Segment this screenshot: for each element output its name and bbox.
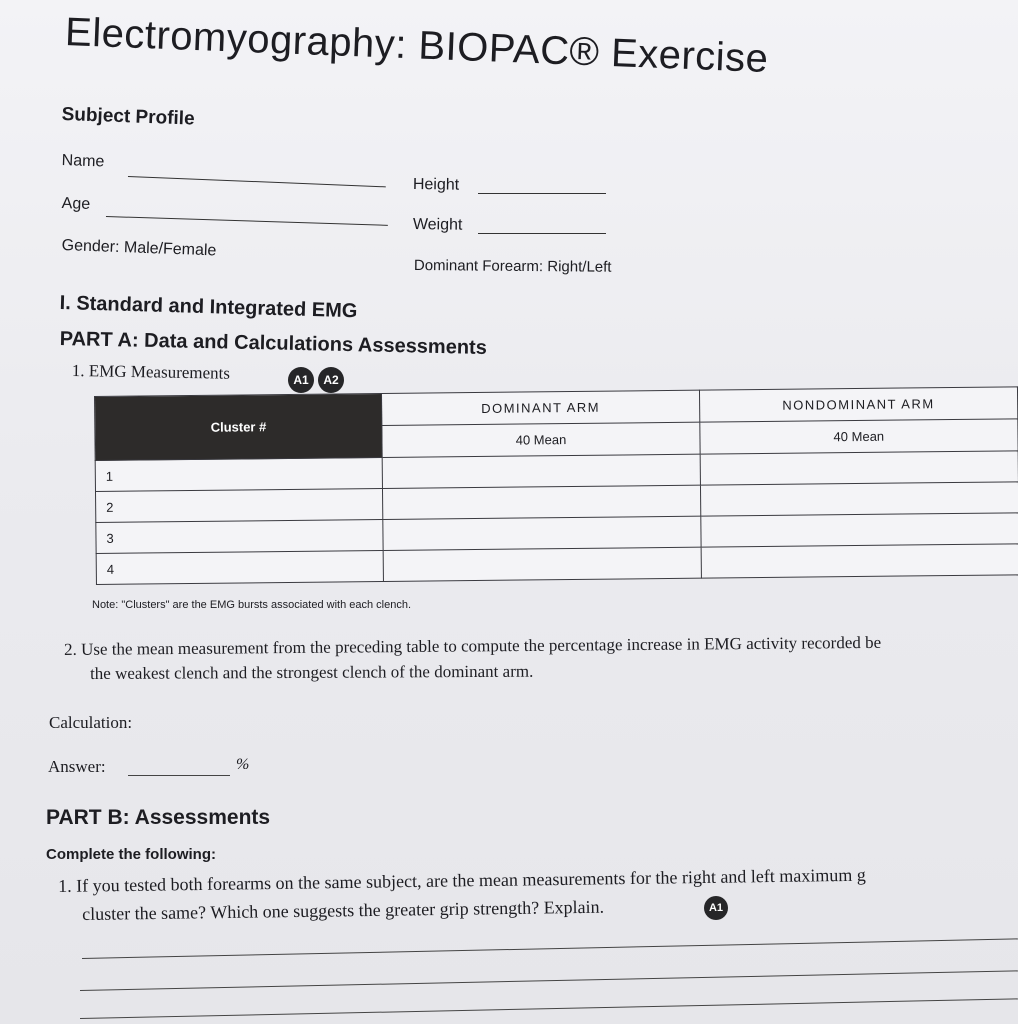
percent-sign: % (236, 756, 250, 773)
nondominant-mean-cell[interactable] (701, 544, 1018, 578)
section-heading: I. Standard and Integrated EMG (59, 292, 358, 323)
dominant-mean-subheader: 40 Mean (382, 422, 700, 457)
height-label: Height (412, 176, 460, 194)
part-b-badge-wrap (704, 896, 732, 920)
part-b-heading: PART B: Assessments (46, 806, 271, 829)
weight-label: Weight (412, 216, 463, 234)
dominant-arm-header: DOMINANT ARM (382, 390, 700, 425)
nondominant-mean-cell[interactable] (700, 451, 1018, 485)
badge-a1: A1 (704, 896, 728, 920)
answer-label: Answer: (48, 757, 106, 776)
height-field[interactable] (478, 193, 606, 194)
question-2-text: 2. Use the mean measurement from the preceding table to compute the percentage increase in EMG activity recorded be (64, 632, 882, 659)
table-note: Note: "Clusters" are the EMG bursts associated with each clench. (92, 599, 412, 611)
calculation-label: Calculation: (49, 713, 133, 732)
name-field[interactable] (128, 176, 386, 187)
question-2-text-cont: the weakest clench and the strongest clench of the dominant arm. (90, 661, 534, 683)
dominant-mean-cell[interactable] (383, 516, 701, 550)
dominant-mean-cell[interactable] (383, 485, 701, 519)
response-line[interactable] (80, 970, 1018, 991)
page-title: Electromyography: BIOPAC® Exercise (64, 10, 770, 81)
nondominant-mean-cell[interactable] (700, 513, 1018, 547)
nondominant-arm-header: NONDOMINANT ARM (699, 387, 1018, 422)
answer-field[interactable] (128, 775, 230, 776)
response-line[interactable] (82, 938, 1018, 959)
weight-field[interactable] (478, 233, 606, 234)
name-label: Name (61, 152, 105, 171)
part-a-heading: PART A: Data and Calculations Assessments (59, 328, 488, 359)
age-label: Age (61, 195, 91, 213)
badge-a1: A1 (288, 367, 314, 393)
gender-label: Gender: Male/Female (61, 237, 217, 260)
part-b-instruction: Complete the following: (46, 846, 216, 863)
response-line[interactable] (80, 998, 1018, 1019)
cluster-header: Cluster # (95, 393, 383, 460)
emg-measurements-label: 1. EMG Measurements (71, 361, 231, 383)
part-b-question-1-cont: cluster the same? Which one suggests the greater grip strength? Explain. (82, 896, 605, 924)
age-field[interactable] (106, 216, 388, 226)
badge-a2: A2 (318, 367, 344, 393)
nondominant-mean-subheader: 40 Mean (700, 419, 1018, 454)
cluster-number: 4 (96, 550, 384, 584)
emg-table (94, 386, 1018, 585)
dominant-mean-cell[interactable] (383, 547, 701, 581)
assessment-badges (288, 367, 348, 393)
nondominant-mean-cell[interactable] (700, 482, 1018, 516)
cluster-number: 1 (95, 457, 383, 491)
part-b-question-1: 1. If you tested both forearms on the same subject, are the mean measurements for the right and left maximum g (58, 864, 866, 896)
cluster-number: 3 (96, 519, 384, 553)
dominant-mean-cell[interactable] (382, 454, 700, 488)
subject-profile-heading: Subject Profile (61, 104, 195, 130)
cluster-number: 2 (96, 488, 384, 522)
dominant-forearm-label: Dominant Forearm: Right/Left (413, 257, 612, 276)
